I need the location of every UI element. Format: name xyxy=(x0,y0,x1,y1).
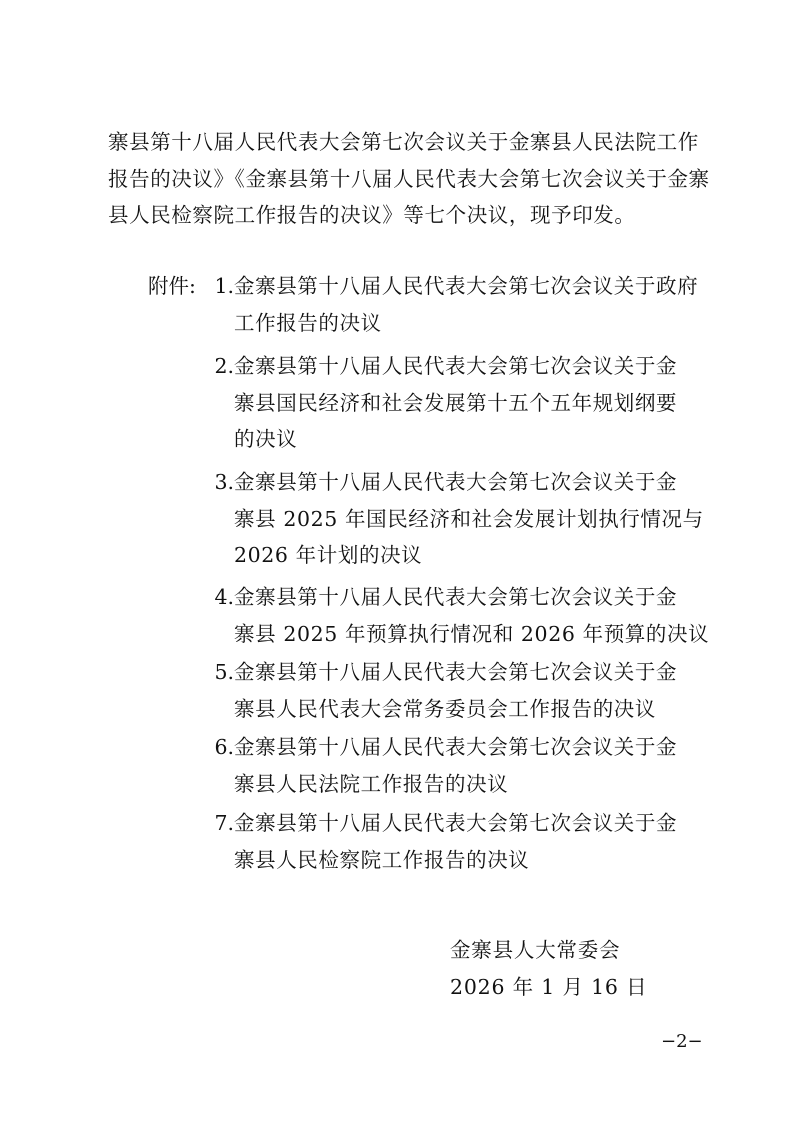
attachment-number: 5. xyxy=(214,660,234,684)
page-number: −2− xyxy=(661,1031,703,1052)
body-line: 报告的决议》《金寨县第十八届人民代表大会第七次会议关于金寨 xyxy=(108,166,710,191)
attachment-line: 寨县国民经济和社会发展第十五个五年规划纲要 xyxy=(234,390,678,415)
attachment-line: 寨县人民法院工作报告的决议 xyxy=(234,771,509,796)
attachment-number: 1. xyxy=(214,274,234,298)
attachment-number: 7. xyxy=(214,811,234,835)
attachment-number: 6. xyxy=(214,735,234,759)
attachment-line: 金寨县第十八届人民代表大会第七次会议关于金 xyxy=(234,735,678,759)
attachment-line: 金寨县第十八届人民代表大会第七次会议关于金 xyxy=(234,660,678,684)
attachment-line: 金寨县第十八届人民代表大会第七次会议关于金 xyxy=(234,354,678,378)
issue-date: 2026 年 1 月 16 日 xyxy=(450,975,648,999)
attachment-line: 的决议 xyxy=(234,427,298,451)
body-line: 寨县第十八届人民代表大会第七次会议关于金寨县人民法院工作 xyxy=(108,130,699,154)
body-line: 县人民检察院工作报告的决议》等七个决议，现予印发。 xyxy=(108,203,636,227)
attachment-number: 2. xyxy=(214,354,234,378)
attachment-number: 4. xyxy=(214,585,234,609)
attachments-heading: 附件: xyxy=(148,274,196,298)
attachment-line: 寨县人民代表大会常务委员会工作报告的决议 xyxy=(234,696,656,721)
attachment-line: 2026 年计划的决议 xyxy=(234,543,423,567)
attachment-line: 金寨县第十八届人民代表大会第七次会议关于政府 xyxy=(234,274,699,298)
attachment-line: 金寨县第十八届人民代表大会第七次会议关于金 xyxy=(234,585,678,609)
attachment-line: 金寨县第十八届人民代表大会第七次会议关于金 xyxy=(234,811,678,835)
attachment-line: 寨县人民检察院工作报告的决议 xyxy=(234,847,530,872)
issuing-organization: 金寨县人大常委会 xyxy=(450,938,621,962)
attachment-line: 寨县 2025 年预算执行情况和 2026 年预算的决议 xyxy=(234,621,710,646)
attachment-line: 金寨县第十八届人民代表大会第七次会议关于金 xyxy=(234,470,678,494)
attachment-line: 工作报告的决议 xyxy=(234,310,382,335)
signature-block xyxy=(450,932,647,1006)
attachment-line: 寨县 2025 年国民经济和社会发展计划执行情况与 xyxy=(234,506,704,531)
body-paragraph xyxy=(108,124,708,234)
attachment-number: 3. xyxy=(214,470,234,494)
